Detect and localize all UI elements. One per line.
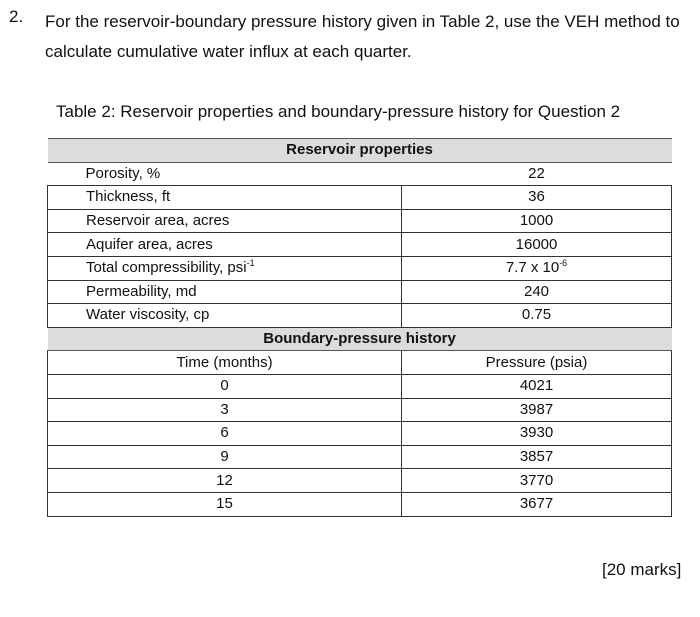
pressure-cell: 3930 [402, 422, 672, 446]
boundary-pressure-header: Boundary-pressure history [48, 327, 672, 351]
property-label-superscript: -1 [246, 258, 255, 269]
property-value-superscript: -6 [559, 258, 568, 269]
property-label: Porosity, % [48, 162, 402, 186]
history-row [48, 398, 672, 422]
property-value: 16000 [402, 233, 672, 257]
reservoir-properties-header: Reservoir properties [48, 139, 672, 163]
property-row [48, 186, 672, 210]
property-row [48, 233, 672, 257]
property-label: Aquifer area, acres [48, 233, 402, 257]
reservoir-properties-header-row [48, 139, 672, 163]
pressure-cell: 4021 [402, 374, 672, 398]
question-number: 2. [9, 7, 24, 26]
pressure-cell: 3770 [402, 469, 672, 493]
property-label: Permeability, md [48, 280, 402, 304]
property-label: Thickness, ft [48, 186, 402, 210]
time-cell: 3 [48, 398, 402, 422]
property-row [48, 280, 672, 304]
time-cell: 9 [48, 445, 402, 469]
boundary-pressure-header-row [48, 327, 672, 351]
marks-label: [20 marks] [602, 560, 682, 579]
property-value: 240 [402, 280, 672, 304]
property-value: 36 [402, 186, 672, 210]
property-label [48, 256, 402, 280]
question-text: For the reservoir-boundary pressure history given in Table 2, use the VEH method to calculate cumulative water influx at each quarter. [45, 12, 680, 61]
time-cell: 0 [48, 374, 402, 398]
property-row [48, 209, 672, 233]
pressure-column-header: Pressure (psia) [402, 351, 672, 375]
time-cell: 12 [48, 469, 402, 493]
reservoir-table [47, 138, 672, 517]
history-row [48, 374, 672, 398]
property-value: 0.75 [402, 304, 672, 328]
history-row [48, 422, 672, 446]
property-label-text: Total compressibility, psi [86, 259, 247, 277]
property-value: 1000 [402, 209, 672, 233]
property-value: 22 [402, 162, 672, 186]
property-label: Reservoir area, acres [48, 209, 402, 233]
property-row [48, 256, 672, 280]
property-row [48, 162, 672, 186]
history-column-header-row [48, 351, 672, 375]
property-value-text: 7.7 x 10 [505, 259, 560, 277]
history-row [48, 469, 672, 493]
history-row [48, 445, 672, 469]
table-caption: Table 2: Reservoir properties and boundary-pressure history for Question 2 [56, 102, 621, 121]
time-cell: 15 [48, 492, 402, 516]
time-column-header: Time (months) [48, 351, 402, 375]
pressure-cell: 3987 [402, 398, 672, 422]
history-row [48, 492, 672, 516]
pressure-cell: 3677 [402, 492, 672, 516]
time-cell: 6 [48, 422, 402, 446]
property-value [402, 256, 672, 280]
pressure-cell: 3857 [402, 445, 672, 469]
property-label: Water viscosity, cp [48, 304, 402, 328]
property-row [48, 304, 672, 328]
